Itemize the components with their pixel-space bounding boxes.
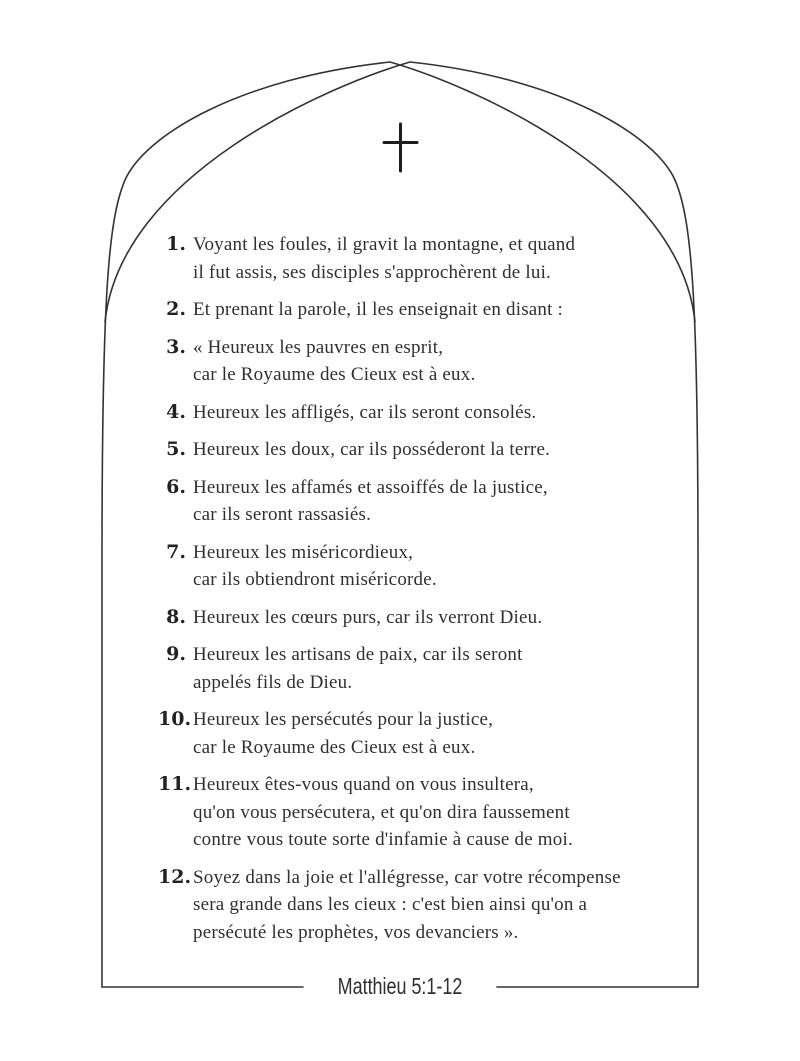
verse-line: Heureux les miséricordieux,	[193, 541, 414, 563]
verse-line: Heureux les persécutés pour la justice,	[193, 709, 494, 730]
verse-line: Heureux les cœurs purs, car ils verront Dieu.	[193, 606, 543, 628]
verse-text	[193, 604, 542, 632]
verse-number: 10.	[158, 708, 192, 730]
verse-line: Et prenant la parole, il les enseignait en disant :	[193, 299, 564, 320]
verse-line: Heureux les doux, car ils posséderont la terre.	[193, 439, 551, 460]
verse-number: 4.	[166, 400, 186, 423]
verse-line: il fut assis, ses disciples s'approchèrent de lui.	[193, 261, 551, 283]
verse-line: Heureux les affamés et assoiffés de la justice,	[193, 476, 548, 498]
verse-line: car ils obtiendront miséricorde.	[193, 569, 437, 590]
verse-line: contre vous toute sorte d'infamie à cause de moi.	[193, 829, 573, 850]
verse-item	[158, 296, 621, 324]
verse-number: 2.	[166, 298, 186, 320]
verse-text	[193, 706, 493, 761]
verse-number: 1.	[166, 233, 186, 255]
verse-number: 6.	[166, 475, 186, 498]
verse-line: sera grande dans les cieux : c'est bien ainsi qu'on a	[193, 894, 588, 915]
verse-line: persécuté les prophètes, vos devanciers ».	[193, 921, 519, 943]
verse-text	[193, 399, 536, 427]
verse-item	[158, 706, 621, 761]
verse-item	[158, 604, 621, 632]
verse-item	[158, 641, 621, 696]
verse-text	[193, 474, 548, 529]
verse-line: car le Royaume des Cieux est à eux.	[193, 364, 476, 385]
verse-line: Heureux êtes-vous quand on vous insultera,	[193, 774, 534, 795]
verse-number: 8.	[166, 605, 186, 628]
verse-line: Voyant les foules, il gravit la montagne, et quand	[193, 234, 576, 255]
verse-text	[193, 771, 573, 854]
verse-line: car ils seront rassasiés.	[193, 504, 372, 525]
verse-text	[193, 864, 621, 947]
verse-line: car le Royaume des Cieux est à eux.	[193, 736, 476, 758]
verse-item	[158, 539, 621, 594]
verse-text	[193, 641, 523, 696]
verse-number: 9.	[166, 643, 186, 665]
verse-item	[158, 436, 621, 464]
verse-line: qu'on vous persécutera, et qu'on dira faussement	[193, 801, 570, 823]
verse-item	[158, 399, 621, 427]
verse-line: « Heureux les pauvres en esprit,	[193, 336, 444, 358]
verse-item	[158, 771, 621, 854]
verse-line: Heureux les affligés, car ils seront consolés.	[193, 401, 537, 423]
scripture-reference: Matthieu 5:1-12	[337, 973, 463, 999]
verse-number: 7.	[166, 540, 186, 563]
verse-line: appelés fils de Dieu.	[193, 671, 353, 693]
verse-line: Heureux les artisans de paix, car ils seront	[193, 644, 523, 665]
verse-text	[193, 539, 437, 594]
verse-item	[158, 864, 621, 947]
verse-text	[193, 296, 563, 324]
verse-line: Soyez dans la joie et l'allégresse, car votre récompense	[193, 866, 621, 888]
verse-text	[193, 436, 550, 464]
verse-item	[158, 334, 621, 389]
verse-number: 12.	[158, 865, 192, 888]
verse-item	[158, 231, 621, 286]
verse-number: 3.	[166, 335, 186, 358]
verse-text	[193, 334, 475, 389]
verse-text	[193, 231, 575, 286]
latin-cross-icon	[384, 124, 417, 171]
beatitudes-list	[158, 231, 621, 956]
verse-item	[158, 474, 621, 529]
verse-number: 11.	[158, 773, 192, 795]
verse-number: 5.	[166, 438, 186, 460]
